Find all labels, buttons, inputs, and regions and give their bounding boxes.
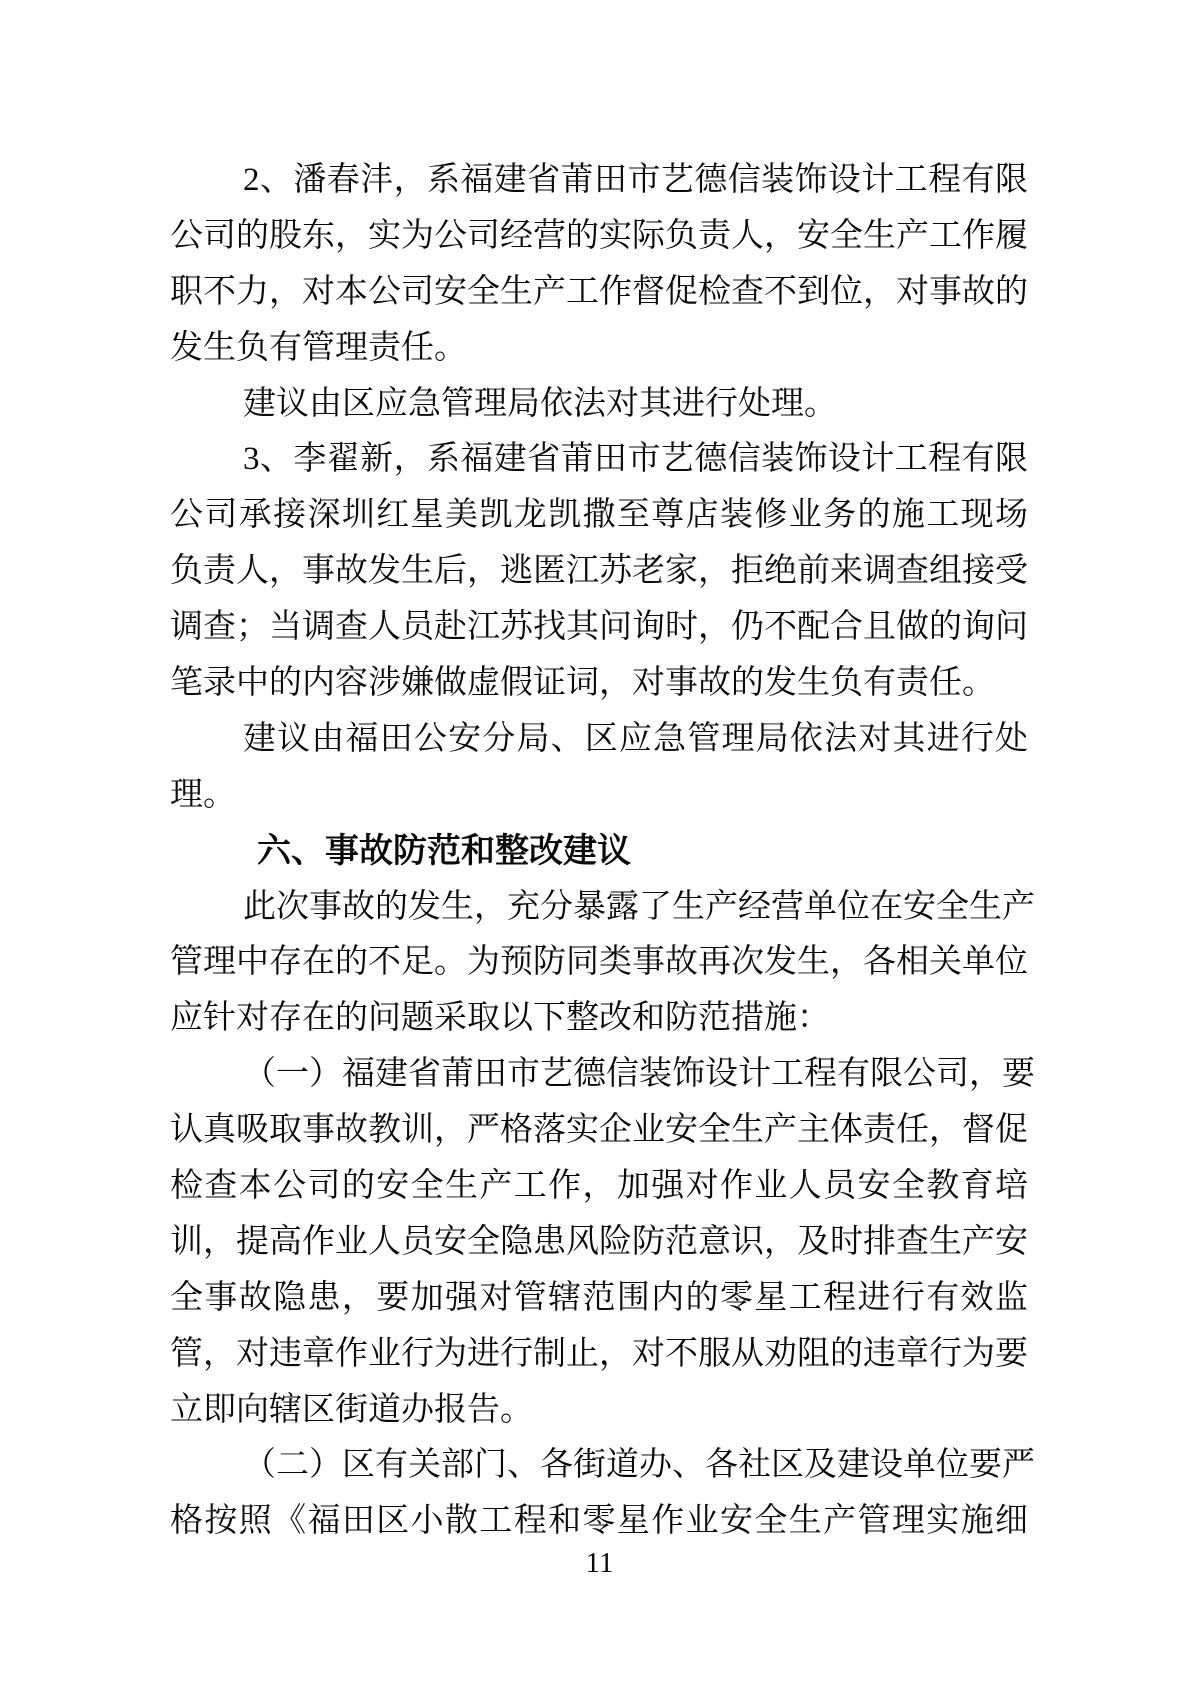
text-line: 检查本公司的安全生产工作，加强对作业人员安全教育培 — [170, 1168, 1028, 1205]
text-line: 管，对违章作业行为进行制止，对不服从劝阻的违章行为要 — [170, 1335, 1028, 1372]
text-line: 全事故隐患，要加强对管辖范围内的零星工程进行有效监 — [170, 1279, 1028, 1316]
text-line: 格按照《福田区小散工程和零星作业安全生产管理实施细 — [170, 1503, 1028, 1540]
section-heading: 六、事故防范和整改建议 — [257, 831, 631, 870]
text-line: 训，提高作业人员安全隐患风险防范意识，及时排查生产安 — [170, 1223, 1028, 1260]
text-line: 建议由区应急管理局依法对其进行处理。 — [243, 385, 837, 422]
text-line: 理。 — [170, 776, 236, 813]
text-line: 3、李翟新，系福建省莆田市艺德信装饰设计工程有限 — [243, 441, 1028, 478]
text-line: 公司承接深圳红星美凯龙凯撒至尊店装修业务的施工现场 — [170, 497, 1028, 534]
text-line: 负责人，事故发生后，逃匿江苏老家，拒绝前来调查组接受 — [170, 553, 1028, 590]
text-line: 立即向辖区街道办报告。 — [170, 1391, 533, 1428]
text-line: 管理中存在的不足。为预防同类事故再次发生，各相关单位 — [170, 944, 1028, 981]
text-line: （一）福建省莆田市艺德信装饰设计工程有限公司，要 — [243, 1056, 1035, 1093]
text-line: 职不力，对本公司安全生产工作督促检查不到位，对事故的 — [170, 273, 1028, 310]
text-line: 此次事故的发生，充分暴露了生产经营单位在安全生产 — [243, 888, 1035, 925]
document-body — [170, 153, 1035, 1550]
text-line: 笔录中的内容涉嫌做虚假证词，对事故的发生负有责任。 — [170, 665, 995, 702]
text-line: 公司的股东，实为公司经营的实际负责人，安全生产工作履 — [170, 217, 1028, 254]
text-line: 2、潘春沣，系福建省莆田市艺德信装饰设计工程有限 — [243, 162, 1028, 198]
text-line: 建议由福田公安分局、区应急管理局依法对其进行处 — [243, 720, 1028, 757]
page-number: 11 — [585, 1547, 614, 1579]
text-line: 发生负有管理责任。 — [170, 329, 467, 366]
page-footer — [0, 1546, 1199, 1580]
text-line: 应针对存在的问题采取以下整改和防范措施： — [170, 1000, 830, 1037]
text-line: （二）区有关部门、各街道办、各社区及建设单位要严 — [243, 1447, 1035, 1484]
text-line: 调查；当调查人员赴江苏找其问询时，仍不配合且做的询问 — [170, 609, 1028, 646]
text-line: 认真吸取事故教训，严格落实企业安全生产主体责任，督促 — [170, 1112, 1028, 1149]
